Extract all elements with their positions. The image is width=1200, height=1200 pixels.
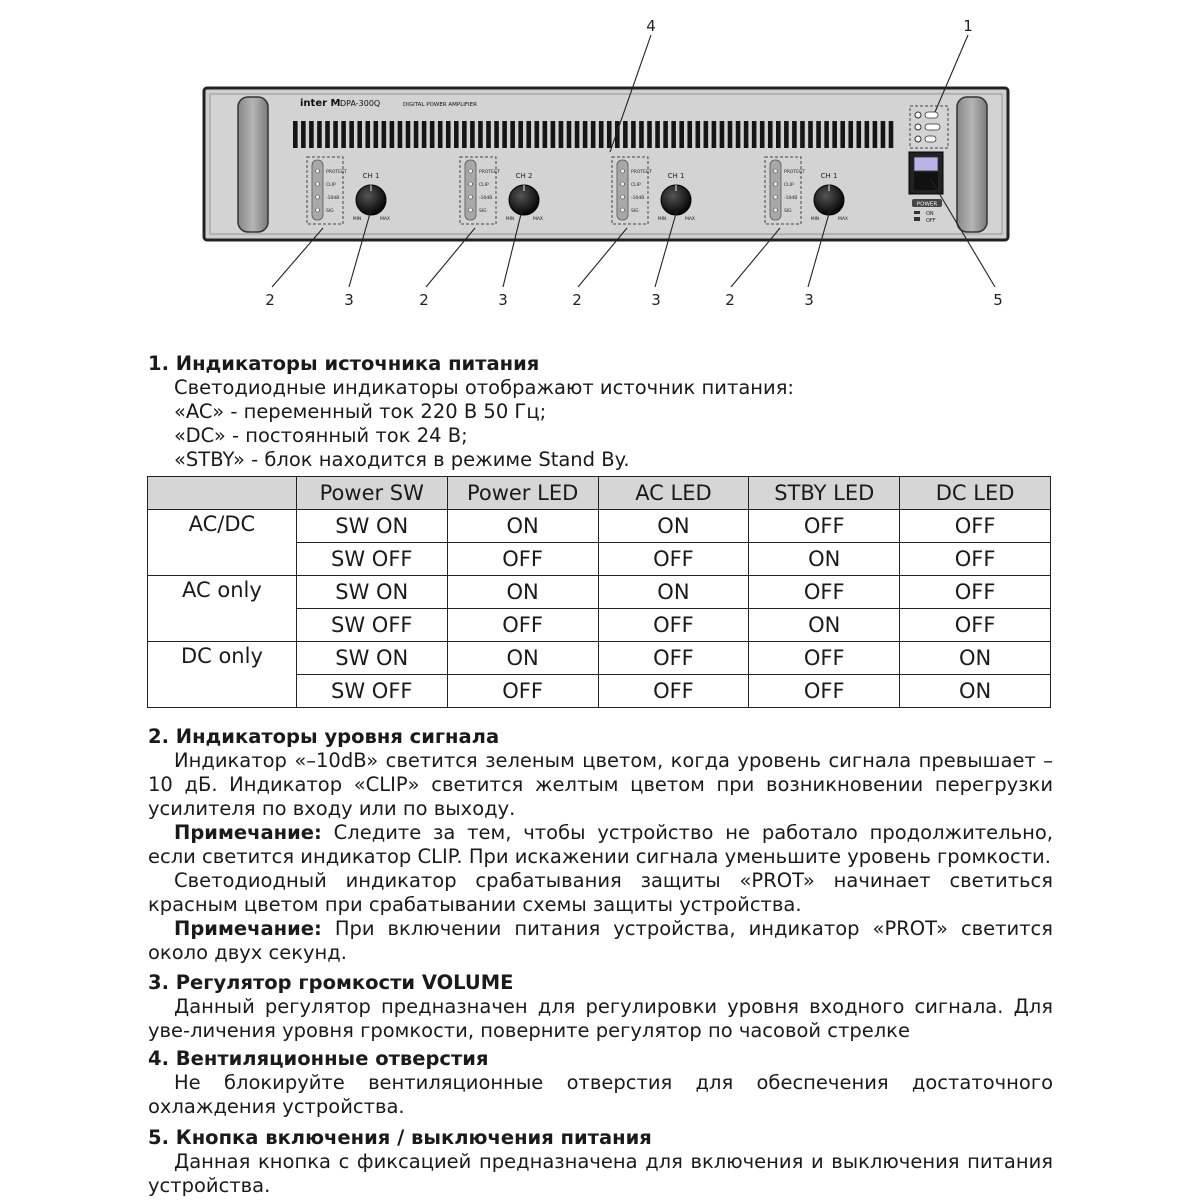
led-label: -10dB: [631, 196, 645, 201]
vent-slot: [816, 121, 821, 148]
vent-slot: [535, 121, 540, 148]
led-label: SIG: [479, 209, 487, 214]
left-handle: [238, 97, 268, 232]
knob-min-label: MIN: [810, 217, 820, 222]
knob-max-label: MAX: [379, 217, 391, 222]
note-label: Примечание:: [174, 917, 322, 940]
callout-3-ch3: 3: [651, 291, 661, 309]
vent-slot: [832, 121, 837, 148]
table-header-empty: [148, 477, 297, 510]
power-off-label: OFF: [926, 218, 936, 224]
note-text: Следите за тем, чтобы устройство не работало продолжительно, если светится индикатор CLIP. При искажении сигнала уменьшите уровень громкости.: [148, 821, 1053, 868]
led-label: SIG: [631, 209, 639, 214]
callout-3-ch2: 3: [498, 291, 508, 309]
section-1-line-2: «AC» - переменный ток 220 В 50 Гц;: [174, 400, 547, 423]
vent-slot: [430, 121, 435, 148]
section-1-title: 1. Индикаторы источника питания: [148, 352, 540, 375]
vent-slot: [736, 121, 741, 148]
callout-2-ch4: 2: [725, 291, 735, 309]
power-label: POWER: [916, 201, 938, 208]
section-3-title: 3. Регулятор громкости VOLUME: [148, 971, 514, 994]
vent-slot: [623, 121, 628, 148]
vent-slot: [599, 121, 604, 148]
group-ac-dc: AC/DC: [148, 510, 297, 576]
table-cell: OFF: [900, 510, 1051, 543]
channel-label: CH 1: [667, 172, 685, 180]
section-2-title: 2. Индикаторы уровня сигнала: [148, 725, 500, 748]
note-text: При включении питания устройства, индикатор «PROT» светится около двух секунд.: [148, 917, 1053, 964]
vent-slot: [679, 121, 684, 148]
vent-slot: [510, 121, 515, 148]
vent-slot: [470, 121, 475, 148]
table-cell: SW ON: [296, 576, 447, 609]
table-cell: OFF: [749, 675, 900, 708]
callout-3-ch1: 3: [344, 291, 354, 309]
vent-slot: [663, 121, 668, 148]
table-cell: OFF: [447, 543, 598, 576]
led-icon: [469, 195, 473, 199]
led-label: CLIP: [631, 183, 641, 188]
vent-slot: [752, 121, 757, 148]
brand-logo: inter M: [300, 98, 341, 109]
section-4-paragraph: Не блокируйте вентиляционные отверстия для обеспечения достаточного охлаждения устройства.: [148, 1071, 1053, 1118]
vent-slot: [365, 121, 370, 148]
table-row: [148, 510, 1051, 543]
table-cell: OFF: [749, 576, 900, 609]
section-2-note-2: [148, 917, 1053, 965]
table-cell: OFF: [749, 642, 900, 675]
table-cell: OFF: [598, 543, 749, 576]
led-icon: [316, 208, 320, 212]
section-1-line-4: «STBY» - блок находится в режиме Stand By.: [174, 448, 630, 471]
vent-slot: [591, 121, 596, 148]
led-label: PROTECT: [479, 170, 500, 175]
led-label: -10dB: [479, 196, 493, 201]
table-cell: OFF: [447, 609, 598, 642]
table-row: [148, 576, 1051, 609]
table-cell: OFF: [900, 609, 1051, 642]
table-cell: SW OFF: [296, 609, 447, 642]
led-icon: [774, 195, 778, 199]
amplifier-front-panel-diagram: [0, 0, 1200, 330]
vent-slot: [655, 121, 660, 148]
power-on-label: ON: [926, 211, 934, 217]
led-icon: [316, 182, 320, 186]
callout-2-ch3: 2: [572, 291, 582, 309]
callout-2-ch2: 2: [419, 291, 429, 309]
vent-slot: [325, 121, 330, 148]
table-cell: ON: [900, 642, 1051, 675]
vent-slot: [865, 121, 870, 148]
led-label: CLIP: [479, 183, 489, 188]
table-cell: OFF: [598, 609, 749, 642]
section-1: [148, 352, 1053, 472]
table-cell: SW ON: [296, 642, 447, 675]
vent-slot: [800, 121, 805, 148]
group-ac-only: AC only: [148, 576, 297, 642]
channel-label: CH 1: [362, 172, 380, 180]
knob-min-label: MIN: [505, 217, 515, 222]
vent-slot: [760, 121, 765, 148]
vent-slot: [728, 121, 733, 148]
vent-slot: [768, 121, 773, 148]
note-label: Примечание:: [174, 821, 322, 844]
table-cell: ON: [900, 675, 1051, 708]
vent-slot: [776, 121, 781, 148]
vent-slot: [357, 121, 362, 148]
table-cell: OFF: [598, 642, 749, 675]
vent-slot: [518, 121, 523, 148]
vent-slot: [824, 121, 829, 148]
power-led-status-table: [147, 476, 1051, 708]
knob-max-label: MAX: [684, 217, 696, 222]
vent-slot: [881, 121, 886, 148]
table-header-stby-led: STBY LED: [749, 477, 900, 510]
channel-label: CH 1: [820, 172, 838, 180]
vent-slot: [647, 121, 652, 148]
led-label: CLIP: [326, 183, 336, 188]
vent-slot: [551, 121, 556, 148]
ventilation-slots: [293, 121, 893, 148]
vent-slot: [462, 121, 467, 148]
vent-slot: [575, 121, 580, 148]
section-5: [148, 1126, 1053, 1198]
vent-slot: [454, 121, 459, 148]
led-icon: [469, 208, 473, 212]
vent-slot: [502, 121, 507, 148]
table-cell: ON: [749, 543, 900, 576]
vent-slot: [414, 121, 419, 148]
led-label: SIG: [326, 209, 334, 214]
vent-slot: [631, 121, 636, 148]
section-1-line-1: Светодиодные индикаторы отображают источник питания:: [174, 376, 794, 399]
section-2-paragraph-1: Индикатор «–10dB» светится зеленым цветом, когда уровень сигнала превышает –10 дБ. Индикатор «CLIP» светится желтым цветом при возникновении перегрузки усилителя по входу или по выходу.: [148, 749, 1053, 820]
vent-slot: [687, 121, 692, 148]
vent-slot: [317, 121, 322, 148]
model-name: DPA-300Q: [340, 99, 381, 108]
section-2-note-1: [148, 821, 1053, 869]
knob-min-label: MIN: [657, 217, 667, 222]
led-icon: [316, 169, 320, 173]
section-2: [148, 725, 1053, 965]
led-icon: [621, 169, 625, 173]
power-switch[interactable]: [909, 152, 943, 194]
vent-slot: [333, 121, 338, 148]
vent-slot: [848, 121, 853, 148]
table-cell: ON: [749, 609, 900, 642]
power-led-ac-icon: [915, 112, 938, 118]
table-cell: OFF: [598, 675, 749, 708]
vent-slot: [478, 121, 483, 148]
vent-slot: [526, 121, 531, 148]
vent-slot: [309, 121, 314, 148]
section-3: [148, 971, 1053, 1043]
callout-4: 4: [646, 17, 656, 35]
table-cell: SW ON: [296, 510, 447, 543]
knob-max-label: MAX: [837, 217, 849, 222]
callout-1: 1: [963, 17, 973, 35]
led-icon: [469, 182, 473, 186]
vent-slot: [301, 121, 306, 148]
led-icon: [774, 169, 778, 173]
table-header-ac-led: AC LED: [598, 477, 749, 510]
led-icon: [621, 208, 625, 212]
led-label: SIG: [784, 209, 792, 214]
vent-slot: [422, 121, 427, 148]
led-label: PROTECT: [326, 170, 347, 175]
vent-slot: [784, 121, 789, 148]
vent-slot: [398, 121, 403, 148]
vent-slot: [720, 121, 725, 148]
group-dc-only: DC only: [148, 642, 297, 708]
led-icon: [621, 182, 625, 186]
table-cell: ON: [598, 576, 749, 609]
vent-slot: [374, 121, 379, 148]
vent-slot: [639, 121, 644, 148]
model-description: DIGITAL POWER AMPLIFIER: [403, 102, 477, 108]
vent-slot: [559, 121, 564, 148]
callout-2-ch1: 2: [265, 291, 275, 309]
knob-min-label: MIN: [352, 217, 362, 222]
led-label: -10dB: [784, 196, 798, 201]
vent-slot: [583, 121, 588, 148]
section-2-paragraph-2: Светодиодный индикатор срабатывания защиты «PROT» начинает светиться красным цветом при срабатывании схемы защиты устройства.: [148, 869, 1053, 916]
vent-slot: [840, 121, 845, 148]
table-header-power-led: Power LED: [447, 477, 598, 510]
table-cell: ON: [447, 576, 598, 609]
vent-slot: [704, 121, 709, 148]
vent-slot: [857, 121, 862, 148]
led-label: PROTECT: [784, 170, 805, 175]
vent-slot: [293, 121, 298, 148]
vent-slot: [406, 121, 411, 148]
vent-slot: [792, 121, 797, 148]
table-cell: OFF: [900, 576, 1051, 609]
callout-3-ch4: 3: [804, 291, 814, 309]
led-label: CLIP: [784, 183, 794, 188]
table-cell: OFF: [900, 543, 1051, 576]
led-icon: [469, 169, 473, 173]
vent-slot: [712, 121, 717, 148]
section-4: [148, 1047, 1053, 1119]
vent-slot: [808, 121, 813, 148]
vent-slot: [671, 121, 676, 148]
vent-slot: [341, 121, 346, 148]
led-icon: [621, 195, 625, 199]
channel-label: CH 2: [515, 172, 533, 180]
led-icon: [774, 208, 778, 212]
callout-5: 5: [993, 291, 1003, 309]
vent-slot: [486, 121, 491, 148]
vent-slot: [543, 121, 548, 148]
knob-max-label: MAX: [532, 217, 544, 222]
table-cell: SW OFF: [296, 543, 447, 576]
vent-slot: [382, 121, 387, 148]
vent-slot: [349, 121, 354, 148]
vent-slot: [607, 121, 612, 148]
vent-slot: [567, 121, 572, 148]
vent-slot: [390, 121, 395, 148]
vent-slot: [446, 121, 451, 148]
section-1-line-3: «DC» - постоянный ток 24 В;: [174, 424, 468, 447]
table-header-power-sw: Power SW: [296, 477, 447, 510]
led-label: -10dB: [326, 196, 340, 201]
section-5-title: 5. Кнопка включения / выключения питания: [148, 1126, 652, 1149]
table-row: [148, 642, 1051, 675]
right-handle: [957, 97, 987, 232]
power-led-stby-icon: [915, 124, 940, 130]
vent-slot: [438, 121, 443, 148]
led-label: PROTECT: [631, 170, 652, 175]
section-5-paragraph: Данная кнопка с фиксацией предназначена для включения и выключения питания устройства.: [148, 1150, 1053, 1197]
section-3-paragraph: Данный регулятор предназначен для регулировки уровня входного сигнала. Для уве-личения уровня громкости, поверните регулятор по часовой стрелке: [148, 995, 1053, 1042]
table-cell: SW OFF: [296, 675, 447, 708]
vent-slot: [494, 121, 499, 148]
led-icon: [774, 182, 778, 186]
vent-slot: [873, 121, 878, 148]
power-led-dc-icon: [915, 136, 936, 142]
led-icon: [316, 195, 320, 199]
section-4-title: 4. Вентиляционные отверстия: [148, 1047, 489, 1070]
vent-slot: [889, 121, 894, 148]
vent-slot: [744, 121, 749, 148]
table-cell: OFF: [447, 675, 598, 708]
table-header-dc-led: DC LED: [900, 477, 1051, 510]
table-cell: ON: [447, 642, 598, 675]
table-cell: ON: [447, 510, 598, 543]
table-cell: OFF: [749, 510, 900, 543]
table-cell: ON: [598, 510, 749, 543]
vent-slot: [696, 121, 701, 148]
